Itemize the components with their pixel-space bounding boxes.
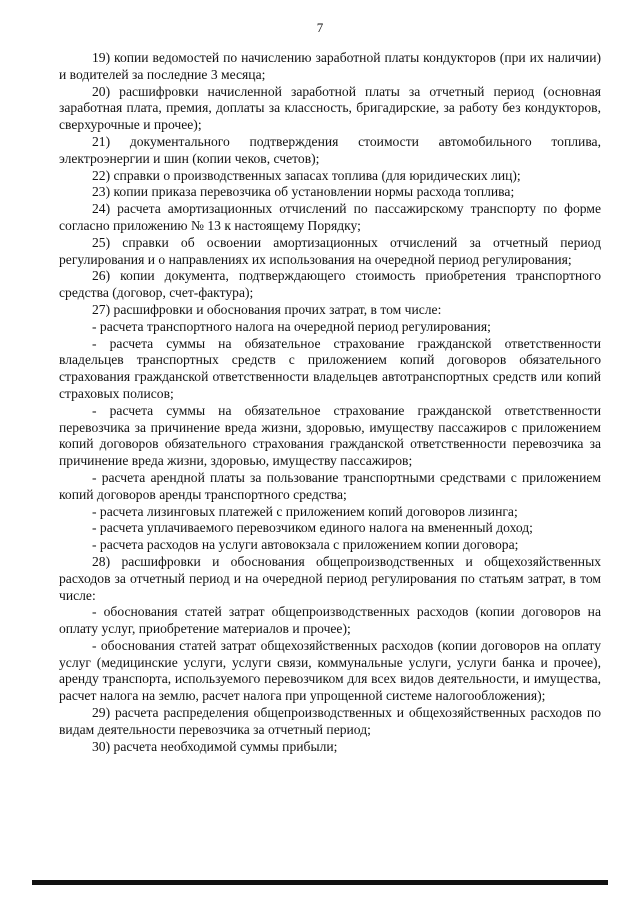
list-item: 22) справки о производственных запасах топлива (для юридических лиц); [92,167,521,183]
list-item: 20) расшифровки начисленной заработной платы за отчетный период (основная заработная плата, премия, доплаты за классность, бригадирские, за работу без кондукторов, сверхурочные и прочее); [59,83,601,133]
document-body [59,50,601,755]
list-item: 24) расчета амортизационных отчислений по пассажирскому транспорту по форме согласно приложению № 13 к настоящему Порядку; [59,201,601,233]
sub-item: - расчета транспортного налога на очередной период регулирования; [92,318,491,334]
sub-item: - обоснования статей затрат общепроизводственных расходов (копии договоров на оплату услуг, приобретение материалов и прочее); [59,604,601,637]
list-item: 25) справки об освоении амортизационных отчислений за отчетный период регулирования и о направлениях их использования на очередной период регулирования; [59,234,601,267]
list-item: 23) копии приказа перевозчика об установлении нормы расхода топлива; [92,184,515,200]
sub-item: - расчета суммы на обязательное страхование гражданской ответственности владельцев транспортных средств с приложением копий договоров обязательного страхования гражданской ответственности владельцев автотранспортных средств или копий страховых полисов; [59,335,601,401]
list-item: 28) расшифровки и обоснования общепроизводственных и общехозяйственных расходов за отчетный период и на очередной период регулирования по статьям затрат, в том числе: [59,553,601,603]
list-item: 30) расчета необходимой суммы прибыли; [92,738,338,754]
sub-item: - обоснования статей затрат общехозяйственных расходов (копии договоров на оплату услуг (медицинские услуги, услуги связи, коммунальные услуги, услуги банка и прочее), аренду транспорта, используемого перевозчиком для всех видов деятельности, и имущества, расчет налога на землю, расчет налога при упрощенной системе налогообложения); [59,637,601,704]
sub-item: - расчета арендной платы за пользование транспортными средствами с приложением копий договоров аренды транспортного средства; [59,469,601,502]
list-item: 21) документального подтверждения стоимости автомобильного топлива, электроэнергии и шин (копии чеков, счетов); [59,133,601,166]
sub-item: - расчета уплачиваемого перевозчиком единого налога на вмененный доход; [92,520,533,536]
sub-item: - расчета лизинговых платежей с приложением копий договоров лизинга; [92,503,518,519]
list-item: 19) копии ведомостей по начислению заработной платы кондукторов (при их наличии) и водителей за последние 3 месяца; [59,50,601,82]
sub-item: - расчета суммы на обязательное страхование гражданской ответственности перевозчика за причинение вреда жизни, здоровью, имуществу пассажиров с приложением копий договоров обязательного страхования гражданской ответственности перевозчика за причинение вреда жизни, здоровью, имуществу пассажиров; [59,402,601,469]
bottom-rule [32,880,608,885]
list-item: 27) расшифровки и обоснования прочих затрат, в том числе: [92,301,442,317]
sub-item: - расчета расходов на услуги автовокзала с приложением копии договора; [92,537,519,553]
page-number: 7 [316,20,324,35]
list-item: 26) копии документа, подтверждающего стоимость приобретения транспортного средства (договор, счет-фактура); [59,268,601,301]
list-item: 29) расчета распределения общепроизводственных и общехозяйственных расходов по видам деятельности перевозчика за отчетный период; [59,705,601,737]
